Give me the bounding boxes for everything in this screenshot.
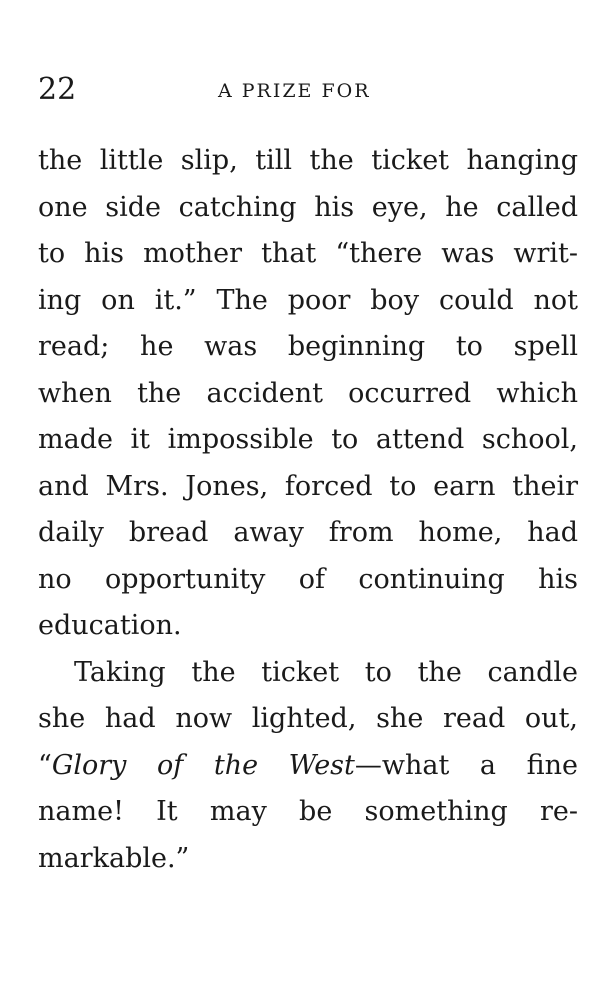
paragraph-1 xyxy=(38,138,578,650)
paragraph-2 xyxy=(38,650,578,883)
text-line: Taking the ticket to the candle xyxy=(74,656,578,688)
page-header xyxy=(38,70,576,120)
text-line: name! It may be something re- xyxy=(38,796,578,827)
text-line: markable.” xyxy=(38,842,190,874)
text-line: no opportunity of continuing his xyxy=(38,563,578,595)
text-line: education. xyxy=(38,610,182,641)
text-line-with-title xyxy=(38,743,578,790)
body-text xyxy=(38,138,578,882)
text-line: when the accident occurred which xyxy=(38,377,578,409)
text-fragment: —what a fine xyxy=(354,749,578,781)
text-line: to his mother that “there was writ- xyxy=(38,238,578,269)
page-number: 22 xyxy=(38,72,77,107)
text-line: daily bread away from home, had xyxy=(38,517,578,548)
text-line: the little slip, till the ticket hanging xyxy=(38,145,578,176)
text-line: and Mrs. Jones, forced to earn their xyxy=(38,470,578,502)
text-line: read; he was beginning to spell xyxy=(38,331,578,362)
text-line: ing on it.” The poor boy could not xyxy=(38,284,578,316)
running-title: A PRIZE FOR xyxy=(218,80,371,102)
text-line: she had now lighted, she read out, xyxy=(38,703,578,734)
text-line: one side catching his eye, he called xyxy=(38,191,578,223)
italic-title: Glory of the West xyxy=(51,749,355,781)
text-line: made it impossible to attend school, xyxy=(38,424,578,455)
open-quote: “ xyxy=(38,749,52,781)
